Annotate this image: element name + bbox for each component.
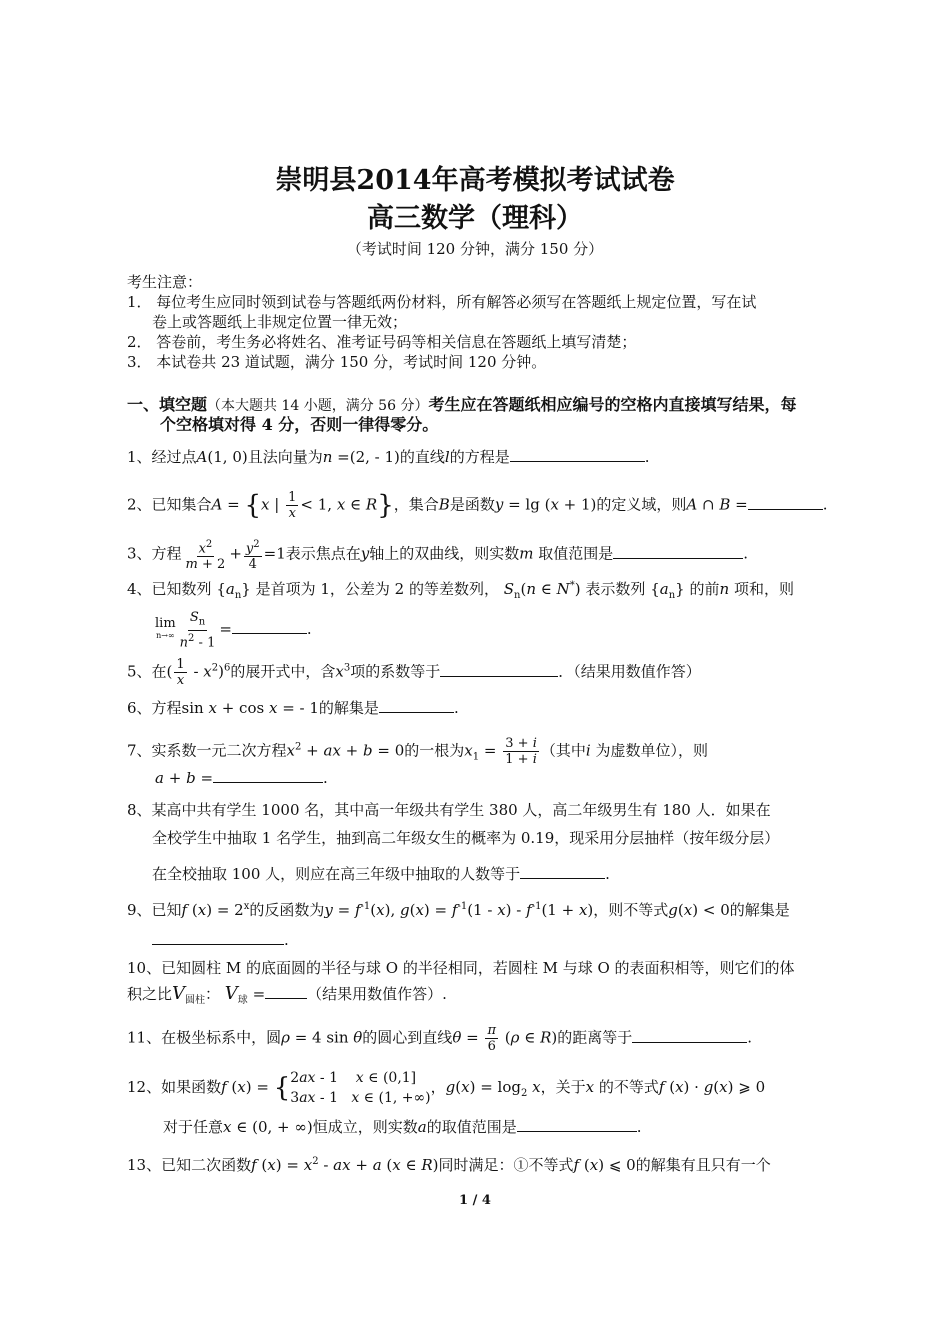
notice-item: 1． 每位考生应同时领到试卷与答题纸两份材料，所有解答必须写在答题纸上规定位置，写在试: [127, 293, 757, 311]
question-8-cont: 全校学生中抽取 1 名学生，抽到高二年级女生的概率为 0.19，现采用分层抽样（按年级分层）: [152, 829, 780, 847]
section-instruction: 个空格填对得 4 分，否则一律得零分。: [160, 415, 439, 434]
notice-heading: 考生注意：: [127, 273, 203, 291]
answer-blank[interactable]: [213, 768, 323, 783]
question-6: 6、方程sin x + cos x = - 1的解集是 .: [127, 699, 459, 717]
question-8-cont: 在全校抽取 100 人，则应在高三年级中抽取的人数等于 .: [152, 865, 610, 883]
question-4-limit: lim n→∞ $\frac{S_n}{n^2 - 1}$ = .: [155, 610, 312, 650]
notice-item: 3． 本试卷共 23 道试题，满分 150 分，考试时间 120 分钟。: [127, 353, 547, 371]
answer-blank[interactable]: [613, 544, 743, 559]
question-1: 1、经过点A(1, 0)且法向量为n =(2, - 1)的直线l的方程是 .: [127, 448, 650, 466]
answer-blank[interactable]: [632, 1028, 747, 1043]
notice-item: 卷上或答题纸上非规定位置一律无效；: [152, 313, 408, 331]
question-8: 8、某高中共有学生 1000 名，其中高一年级共有学生 380 人，高二年级男生有 180 人．如果在: [127, 801, 771, 819]
question-2: 2、已知集合A = {x | $\frac{1}{x}$ < 1, x ∈ R}，集合B是函数y = lg (x + 1)的定义域，则A ∩ B = .: [127, 490, 828, 521]
exam-subtitle: 高三数学（理科）: [367, 203, 583, 234]
page-number: 1 / 4: [459, 1193, 491, 1208]
question-11: 11、在极坐标系中，圆ρ = 4 sin θ的圆心到直线θ = $\frac{\pi}{6}$ (ρ ∈ R)的距离等于 .: [127, 1023, 753, 1054]
answer-blank[interactable]: [520, 864, 605, 879]
answer-blank[interactable]: [517, 1117, 637, 1132]
question-4: 4、已知数列 $\{a_n\}$ 是首项为 1，公差为 2 的等差数列， $S_n(n$ ∈ N*) 表示数列 $\{a_n\}$ 的前n 项和，则: [127, 580, 794, 601]
question-7-answer: a + b = .: [155, 769, 328, 787]
exam-time-note: （考试时间 120 分钟，满分 150 分）: [346, 240, 604, 258]
answer-blank[interactable]: [232, 619, 307, 634]
question-10-cont: 积之比$V_{圆柱}$： $V_球$ = （结果用数值作答）.: [127, 983, 447, 1006]
question-12: 12、如果函数f (x) = { 2ax - 1 x ∈ (0,1] 3ax - 1 x ∈ (1, +∞) ，$g(x) = \log_2 x$，关于x 的不等式f (x) · g(x) ⩾ 0: [127, 1070, 766, 1106]
question-13: 13、已知二次函数f $(x) = x^2$ - ax + a (x ∈ R)同时满足：①不等式f (x) ⩽ 0的解集有且只有一个: [127, 1156, 771, 1174]
answer-blank[interactable]: [265, 984, 307, 999]
exam-title: 崇明县2014年高考模拟考试试卷: [275, 165, 675, 196]
question-10: 10、已知圆柱 M 的底面圆的半径与球 O 的半径相同，若圆柱 M 与球 O 的表面积相等，则它们的体: [127, 959, 795, 977]
answer-blank[interactable]: [152, 930, 284, 945]
answer-blank[interactable]: [510, 447, 645, 462]
question-3: 3、方程 $\frac{x^2}{m + 2}$ + $\frac{y^2}{4}$ =1表示焦点在y轴上的双曲线，则实数m 取值范围是 .: [127, 539, 749, 573]
notice-item: 2． 答卷前，考生务必将姓名、准考证号码等相关信息在答题纸上填写清楚；: [127, 333, 637, 351]
question-9: 9、已知f $(x) = 2^x$的反函数为$y = f^{-1}(x)$, $g(x) = f^{-1}(1 - x) - f^{-1}(1 + x)$，则不等式g(x) < 0的解集是: [127, 901, 790, 919]
question-12-cont: 对于任意x ∈ (0, + ∞)恒成立，则实数a的取值范围是 .: [163, 1118, 642, 1136]
question-9-answer: .: [152, 930, 289, 950]
answer-blank[interactable]: [379, 698, 454, 713]
answer-blank[interactable]: [440, 662, 558, 677]
question-7: 7、实系数一元二次方程$x^2$ + ax + b = 0的一根为$x_1$ = $\frac{3 + i}{1 + i}$ （其中i 为虚数单位），则: [127, 736, 708, 767]
question-5: 5、在( $\frac{1}{x}$ - $x^2)^6$的展开式中，含$x^3$项的系数等于 ．（结果用数值作答）: [127, 657, 701, 688]
answer-blank[interactable]: [748, 495, 823, 510]
section-heading: 一、填空题（本大题共 14 小题，满分 56 分）考生应在答题纸相应编号的空格内直接填写结果，每: [127, 395, 797, 414]
